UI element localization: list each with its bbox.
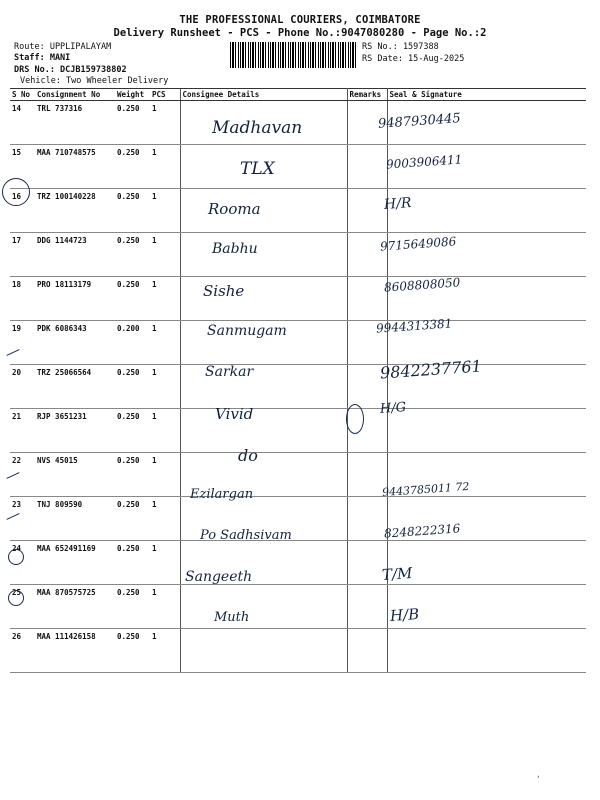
row-remarks — [347, 189, 387, 233]
handwritten-consignee-name: Muth — [214, 610, 250, 625]
handwritten-consignee-name: Babhu — [212, 241, 258, 257]
row-weight: 0.250 — [115, 497, 150, 541]
handwritten-consignee-name: Sishe — [203, 282, 245, 300]
row-weight: 0.250 — [115, 629, 150, 673]
row-weight: 0.250 — [115, 145, 150, 189]
pen-circle-mark — [2, 178, 30, 206]
table-row — [10, 233, 586, 277]
table-row — [10, 365, 586, 409]
row-weight: 0.200 — [115, 321, 150, 365]
row-pcs: 1 — [150, 189, 180, 233]
col-consignment: Consignment No — [35, 89, 115, 101]
row-consignment-no: PDK 6086343 — [35, 321, 115, 365]
row-sno: 25 — [10, 585, 35, 629]
handwritten-consignee-name: Sangeeth — [185, 569, 253, 585]
col-weight: Weight — [115, 89, 150, 101]
col-seal: Seal & Signature — [387, 89, 586, 101]
row-sno: 18 — [10, 277, 35, 321]
table-row — [10, 541, 586, 585]
row-seal — [387, 409, 586, 453]
handwritten-consignee-name: Po Sadhsivam — [200, 528, 292, 543]
handwritten-signature: 9715649086 — [379, 234, 457, 254]
row-sno: 26 — [10, 629, 35, 673]
handwritten-signature: H/G — [379, 400, 407, 417]
table-row — [10, 321, 586, 365]
row-pcs: 1 — [150, 277, 180, 321]
table-header-row — [10, 89, 586, 101]
row-consignee — [180, 585, 347, 629]
row-consignment-no: TRL 737316 — [35, 101, 115, 145]
staff-label: Staff: MANI — [14, 53, 71, 63]
row-consignment-no: PRO 18113179 — [35, 277, 115, 321]
table-row — [10, 409, 586, 453]
handwritten-consignee-name: Madhavan — [212, 118, 303, 138]
row-pcs: 1 — [150, 365, 180, 409]
row-pcs: 1 — [150, 233, 180, 277]
row-weight: 0.250 — [115, 541, 150, 585]
pen-circle-mark — [8, 590, 24, 606]
row-weight: 0.250 — [115, 585, 150, 629]
handwritten-signature: 9842237761 — [379, 356, 483, 383]
row-remarks — [347, 541, 387, 585]
row-seal — [387, 629, 586, 673]
row-sno: 19 — [10, 321, 35, 365]
row-sno: 15 — [10, 145, 35, 189]
rs-date: RS Date: 15-Aug-2025 — [362, 54, 465, 64]
row-consignee — [180, 629, 347, 673]
col-pcs: PCS — [150, 89, 180, 101]
row-consignment-no: MAA 111426158 — [35, 629, 115, 673]
row-remarks — [347, 277, 387, 321]
row-weight: 0.250 — [115, 101, 150, 145]
table-row — [10, 145, 586, 189]
row-sno: 24 — [10, 541, 35, 585]
row-weight: 0.250 — [115, 365, 150, 409]
row-remarks — [347, 497, 387, 541]
table-row — [10, 629, 586, 673]
row-sno: 17 — [10, 233, 35, 277]
row-pcs: 1 — [150, 497, 180, 541]
barcode-image — [230, 42, 356, 68]
row-remarks — [347, 585, 387, 629]
row-seal — [387, 541, 586, 585]
vehicle-label: Vehicle: Two Wheeler Delivery — [20, 76, 169, 86]
row-pcs: 1 — [150, 321, 180, 365]
handwritten-signature: H/R — [383, 195, 412, 213]
handwritten-signature: 9003906411 — [385, 152, 463, 172]
handwritten-signature: 9944313381 — [375, 316, 453, 336]
handwritten-signature: 8248222316 — [383, 521, 461, 541]
row-sno: 23 — [10, 497, 35, 541]
handwritten-signature: 8608808050 — [383, 275, 461, 295]
company-title: THE PROFESSIONAL COURIERS, COIMBATORE — [179, 14, 421, 26]
row-consignment-no: TNJ 809590 — [35, 497, 115, 541]
row-pcs: 1 — [150, 453, 180, 497]
handwritten-signature: T/M — [381, 563, 414, 585]
rs-number: RS No.: 1597388 — [362, 42, 439, 52]
row-consignment-no: MAA 652491169 — [35, 541, 115, 585]
row-weight: 0.250 — [115, 409, 150, 453]
row-pcs: 1 — [150, 145, 180, 189]
handwritten-consignee-name: Sarkar — [205, 364, 254, 380]
row-pcs: 1 — [150, 629, 180, 673]
row-remarks — [347, 629, 387, 673]
table-row — [10, 189, 586, 233]
row-consignment-no: MAA 710748575 — [35, 145, 115, 189]
stray-mark: , — [536, 770, 541, 779]
handwritten-consignee-name: Sanmugam — [207, 323, 287, 339]
row-weight: 0.250 — [115, 233, 150, 277]
handwritten-consignee-name: Vivid — [215, 405, 254, 423]
pen-circle-mark — [8, 549, 24, 565]
table-row — [10, 453, 586, 497]
col-sno: S No — [10, 89, 35, 101]
table-row — [10, 585, 586, 629]
row-consignee — [180, 189, 347, 233]
row-weight: 0.250 — [115, 277, 150, 321]
row-pcs: 1 — [150, 101, 180, 145]
runsheet-table — [10, 88, 586, 673]
row-remarks — [347, 145, 387, 189]
row-seal — [387, 189, 586, 233]
table-row — [10, 277, 586, 321]
row-pcs: 1 — [150, 585, 180, 629]
row-sno: 22 — [10, 453, 35, 497]
row-consignment-no: MAA 870575725 — [35, 585, 115, 629]
row-consignment-no: DDG 1144723 — [35, 233, 115, 277]
row-sno: 21 — [10, 409, 35, 453]
drs-number: DRS No.: DCJB159738802 — [14, 65, 127, 75]
col-consignee: Consignee Details — [180, 89, 347, 101]
row-sno: 20 — [10, 365, 35, 409]
row-consignee — [180, 233, 347, 277]
pen-circle-mark — [346, 404, 364, 434]
row-consignee — [180, 409, 347, 453]
handwritten-signature: 9443785011 72 — [381, 479, 470, 500]
handwritten-consignee-name: TLX — [240, 159, 275, 179]
row-consignment-no: TRZ 25066564 — [35, 365, 115, 409]
row-pcs: 1 — [150, 409, 180, 453]
row-weight: 0.250 — [115, 189, 150, 233]
col-remarks: Remarks — [347, 89, 387, 101]
handwritten-consignee-name: Rooma — [208, 200, 261, 218]
row-sno: 16 — [10, 189, 35, 233]
row-pcs: 1 — [150, 541, 180, 585]
runsheet-subtitle: Delivery Runsheet - PCS - Phone No.:9047080280 - Page No.:2 — [113, 27, 487, 39]
row-weight: 0.250 — [115, 453, 150, 497]
handwritten-consignee-name: do — [238, 446, 258, 465]
row-sno: 14 — [10, 101, 35, 145]
row-consignment-no: NVS 45015 — [35, 453, 115, 497]
row-consignment-no: RJP 3651231 — [35, 409, 115, 453]
handwritten-signature: H/B — [389, 605, 420, 625]
handwritten-consignee-name: Ezilargan — [190, 487, 254, 502]
table-row — [10, 497, 586, 541]
row-consignment-no: TRZ 100140228 — [35, 189, 115, 233]
handwritten-signature: 9487930445 — [377, 111, 462, 132]
route-label: Route: UPPLIPALAYAM — [14, 42, 112, 52]
